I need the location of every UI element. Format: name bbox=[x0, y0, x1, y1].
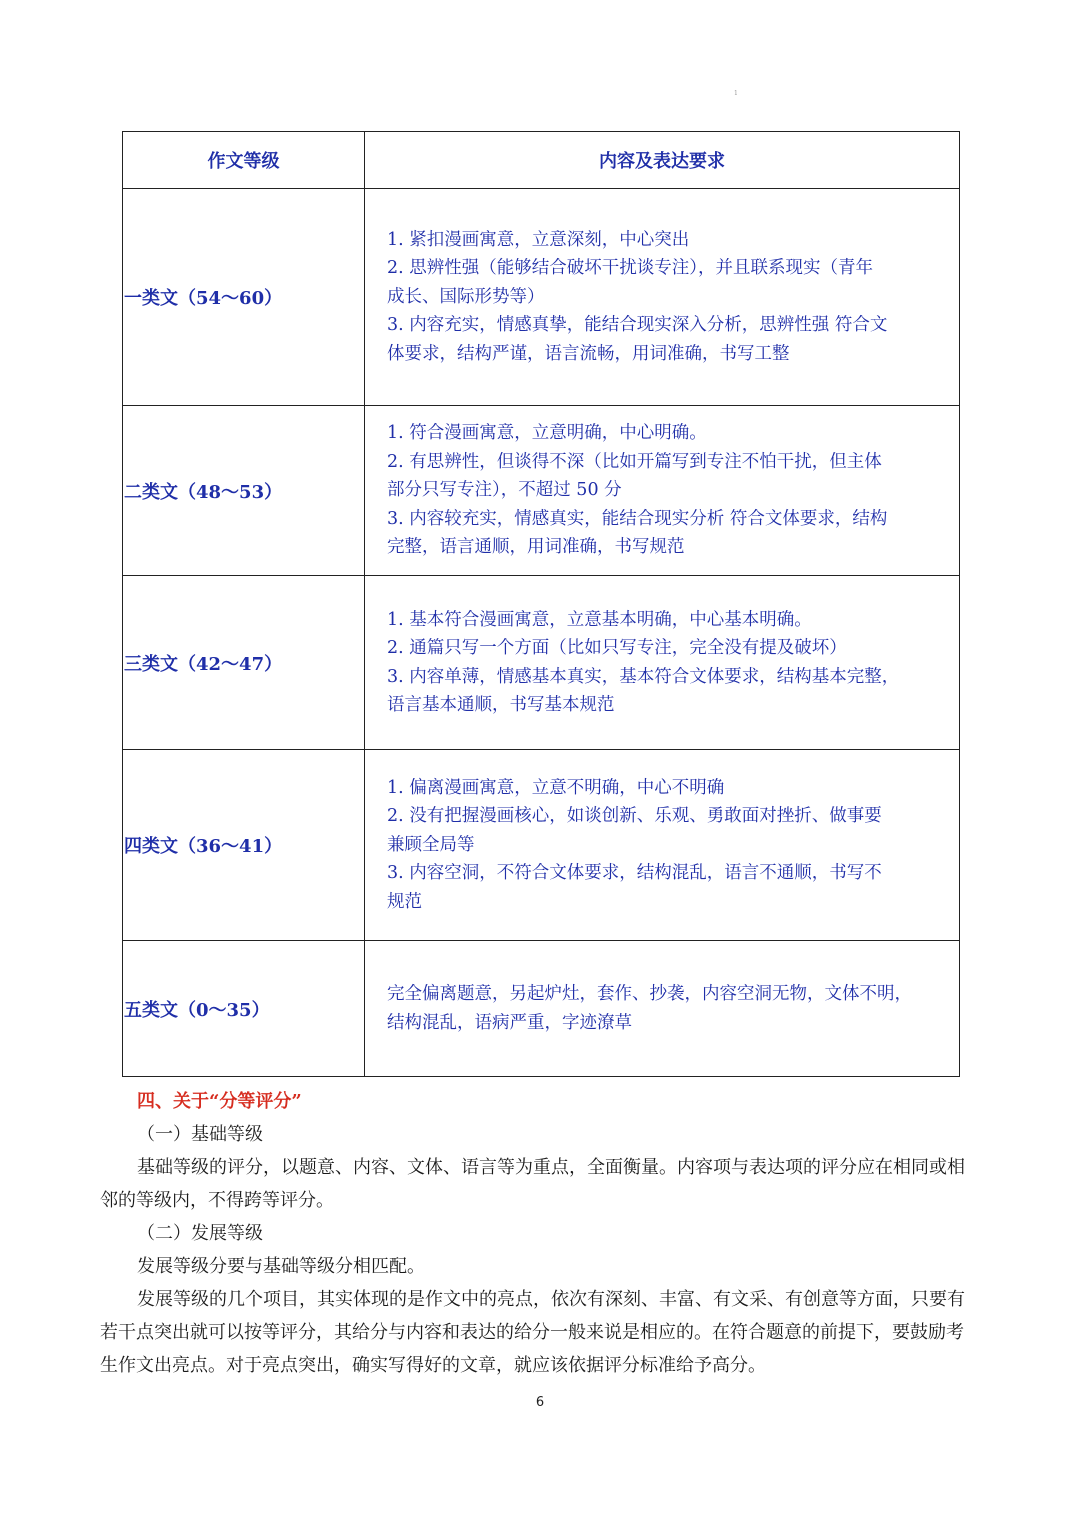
requirement-line: 体要求，结构严谨，语言流畅，用词准确，书写工整 bbox=[387, 343, 790, 364]
grade-label: 四类文（36～41） bbox=[123, 750, 365, 941]
table-header-row bbox=[123, 132, 960, 189]
subsection-development: （二）发展等级 bbox=[137, 1223, 263, 1244]
grade-label: 五类文（0～35） bbox=[123, 941, 365, 1077]
grade-label: 一类文（54～60） bbox=[123, 189, 365, 406]
requirement-line: 部分只写专注），不超过 50 分 bbox=[387, 480, 622, 501]
requirements-cell bbox=[365, 576, 960, 750]
requirement-line: 完整，语言通顺，用词准确，书写规范 bbox=[387, 537, 685, 558]
table-row bbox=[123, 941, 960, 1077]
requirement-line: 3. 内容单薄，情感基本真实，基本符合文体要求，结构基本完整， bbox=[387, 666, 900, 687]
requirement-line: 2. 没有把握漫画核心，如谈创新、乐观、勇敢面对挫折、做事要 bbox=[387, 806, 882, 827]
header-requirements: 内容及表达要求 bbox=[365, 132, 960, 189]
requirements-cell bbox=[365, 750, 960, 941]
requirement-line: 3. 内容充实，情感真挚，能结合现实深入分析，思辨性强 符合文 bbox=[387, 315, 888, 336]
requirement-line: 3. 内容空洞，不符合文体要求，结构混乱，语言不通顺，书写不 bbox=[387, 863, 882, 884]
requirement-line: 完全偏离题意，另起炉灶，套作、抄袭，内容空洞无物，文体不明， bbox=[387, 984, 912, 1004]
subsection-basic: （一）基础等级 bbox=[137, 1124, 263, 1145]
requirement-line: 结构混乱，语病严重，字迹潦草 bbox=[387, 1012, 632, 1033]
requirements-cell bbox=[365, 941, 960, 1077]
section-title: 四、关于“分等评分” bbox=[137, 1091, 302, 1112]
requirement-line: 2. 有思辨性，但谈得不深（比如开篇写到专注不怕干扰，但主体 bbox=[387, 451, 882, 472]
requirement-line: 1. 符合漫画寓意，立意明确，中心明确。 bbox=[387, 423, 707, 444]
table-row bbox=[123, 406, 960, 576]
grading-table bbox=[122, 131, 960, 1077]
requirement-line: 语言基本通顺，书写基本规范 bbox=[387, 695, 615, 715]
requirements-cell bbox=[365, 406, 960, 576]
requirement-line: 1. 偏离漫画寓意，立意不明确，中心不明确 bbox=[387, 777, 725, 798]
requirement-line: 兼顾全局等 bbox=[387, 834, 475, 855]
paragraph-development-2: 发展等级的几个项目，其实体现的是作文中的亮点，依次有深刻、丰富、有文采、有创意等方面，只要有若干点突出就可以按等评分，其给分与内容和表达的给分一般来说是相应的。在符合题意的前提下，要鼓励考生作文出亮点。对于亮点突出，确实写得好的文章，就应该依据评分标准给予高分。 bbox=[100, 1289, 965, 1376]
paragraph-development-1: 发展等级分要与基础等级分相匹配。 bbox=[137, 1256, 425, 1277]
requirement-line: 2. 思辨性强（能够结合破坏干扰谈专注），并且联系现实（青年 bbox=[387, 258, 874, 279]
requirement-line: 规范 bbox=[387, 891, 422, 912]
paragraph-basic: 基础等级的评分，以题意、内容、文体、语言等为重点，全面衡量。内容项与表达项的评分应在相同或相邻的等级内，不得跨等评分。 bbox=[100, 1157, 965, 1211]
requirement-line: 3. 内容较充实，情感真实，能结合现实分析 符合文体要求，结构 bbox=[387, 508, 888, 529]
table-row bbox=[123, 189, 960, 406]
requirements-cell bbox=[365, 189, 960, 406]
grade-label: 三类文（42～47） bbox=[123, 576, 365, 750]
table-row bbox=[123, 576, 960, 750]
page-top-mark: 1 bbox=[734, 90, 738, 97]
requirement-line: 成长、国际形势等） bbox=[387, 286, 545, 307]
page-number: 6 bbox=[535, 1395, 545, 1410]
requirement-line: 2. 通篇只写一个方面（比如只写专注，完全没有提及破坏） bbox=[387, 638, 847, 658]
header-grade: 作文等级 bbox=[123, 132, 365, 189]
grade-label: 二类文（48～53） bbox=[123, 406, 365, 576]
table-row bbox=[123, 750, 960, 941]
requirement-line: 1. 紧扣漫画寓意，立意深刻，中心突出 bbox=[387, 229, 690, 250]
requirement-line: 1. 基本符合漫画寓意，立意基本明确，中心基本明确。 bbox=[387, 609, 812, 630]
